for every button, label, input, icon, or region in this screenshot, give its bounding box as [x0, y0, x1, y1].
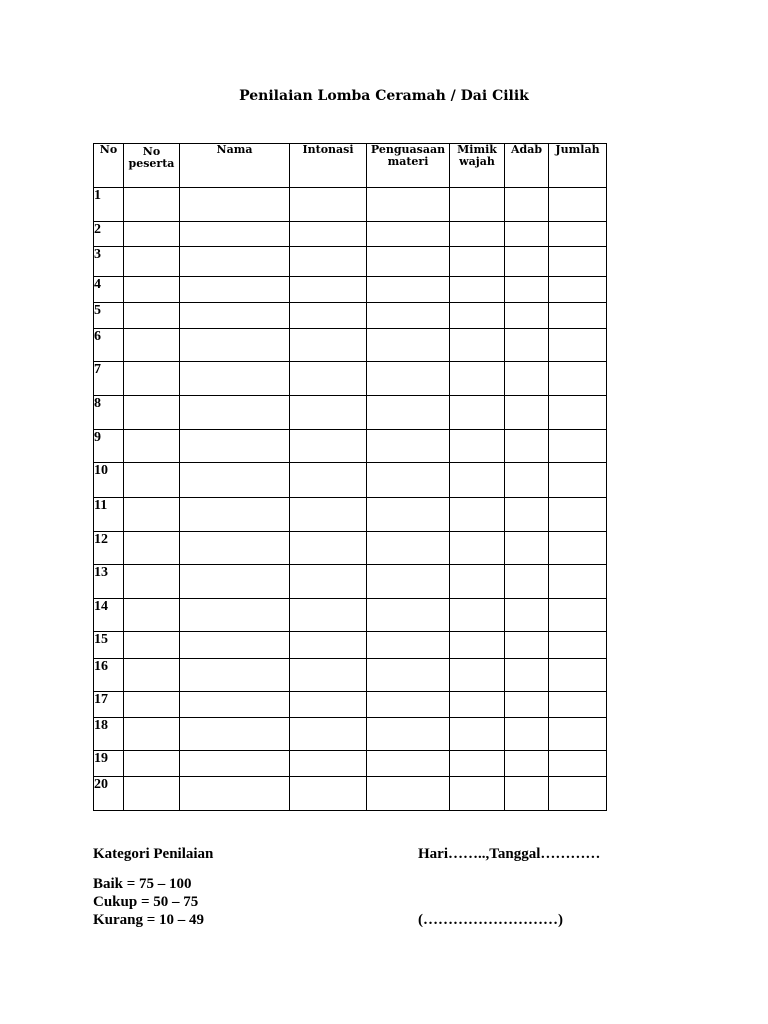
table-row [94, 599, 607, 632]
empty-cell[interactable] [180, 632, 290, 659]
empty-cell[interactable] [290, 751, 367, 777]
table-row [94, 188, 607, 222]
empty-cell[interactable] [367, 532, 450, 565]
empty-cell[interactable] [290, 463, 367, 498]
empty-cell[interactable] [450, 396, 505, 430]
empty-cell[interactable] [290, 247, 367, 277]
empty-cell[interactable] [124, 777, 180, 811]
empty-cell[interactable] [124, 222, 180, 247]
empty-cell[interactable] [367, 430, 450, 463]
empty-cell[interactable] [124, 463, 180, 498]
empty-cell[interactable] [505, 599, 549, 632]
empty-cell[interactable] [180, 277, 290, 303]
kategori-baik: Baik = 75 – 100 [93, 876, 192, 892]
table-header-row [94, 144, 607, 188]
empty-cell[interactable] [450, 362, 505, 396]
empty-cell[interactable] [180, 463, 290, 498]
empty-cell[interactable] [450, 303, 505, 329]
empty-cell[interactable] [367, 659, 450, 692]
empty-cell[interactable] [505, 692, 549, 718]
table-row [94, 751, 607, 777]
empty-cell[interactable] [124, 659, 180, 692]
row-number: 9 [94, 430, 124, 463]
empty-cell[interactable] [505, 463, 549, 498]
empty-cell[interactable] [367, 277, 450, 303]
empty-cell[interactable] [124, 430, 180, 463]
empty-cell[interactable] [505, 362, 549, 396]
empty-cell[interactable] [505, 247, 549, 277]
empty-cell[interactable] [450, 277, 505, 303]
empty-cell[interactable] [505, 188, 549, 222]
table-body [94, 188, 607, 811]
empty-cell[interactable] [549, 247, 607, 277]
empty-cell[interactable] [549, 463, 607, 498]
table-row [94, 659, 607, 692]
row-number: 18 [94, 718, 124, 751]
table-row [94, 532, 607, 565]
empty-cell[interactable] [124, 329, 180, 362]
empty-cell[interactable] [180, 692, 290, 718]
header-nama: Nama [180, 144, 290, 188]
row-number: 3 [94, 247, 124, 277]
page-title: Penilaian Lomba Ceramah / Dai Cilik [239, 88, 529, 104]
empty-cell[interactable] [450, 632, 505, 659]
empty-cell[interactable] [505, 718, 549, 751]
empty-cell[interactable] [549, 498, 607, 532]
empty-cell[interactable] [505, 277, 549, 303]
assessment-table [93, 143, 607, 811]
empty-cell[interactable] [180, 751, 290, 777]
empty-cell[interactable] [549, 396, 607, 430]
row-number: 16 [94, 659, 124, 692]
table-row [94, 692, 607, 718]
empty-cell[interactable] [124, 247, 180, 277]
empty-cell[interactable] [124, 751, 180, 777]
row-number: 10 [94, 463, 124, 498]
table-row [94, 247, 607, 277]
empty-cell[interactable] [450, 498, 505, 532]
empty-cell[interactable] [124, 532, 180, 565]
empty-cell[interactable] [180, 718, 290, 751]
empty-cell[interactable] [505, 222, 549, 247]
table-row [94, 777, 607, 811]
empty-cell[interactable] [450, 777, 505, 811]
signature-line: (………………………) [418, 912, 563, 928]
row-number: 1 [94, 188, 124, 222]
empty-cell[interactable] [450, 430, 505, 463]
empty-cell[interactable] [180, 777, 290, 811]
empty-cell[interactable] [505, 498, 549, 532]
empty-cell[interactable] [549, 659, 607, 692]
empty-cell[interactable] [367, 247, 450, 277]
empty-cell[interactable] [124, 303, 180, 329]
empty-cell[interactable] [505, 777, 549, 811]
header-intonasi: Intonasi [290, 144, 367, 188]
empty-cell[interactable] [367, 777, 450, 811]
empty-cell[interactable] [367, 222, 450, 247]
empty-cell[interactable] [367, 362, 450, 396]
empty-cell[interactable] [290, 632, 367, 659]
row-number: 5 [94, 303, 124, 329]
table-row [94, 362, 607, 396]
empty-cell[interactable] [180, 498, 290, 532]
empty-cell[interactable] [549, 430, 607, 463]
empty-cell[interactable] [290, 692, 367, 718]
hari-tanggal-line: Hari……..,Tanggal………… [418, 846, 601, 862]
empty-cell[interactable] [124, 277, 180, 303]
empty-cell[interactable] [450, 222, 505, 247]
table-row [94, 329, 607, 362]
empty-cell[interactable] [505, 303, 549, 329]
empty-cell[interactable] [124, 692, 180, 718]
empty-cell[interactable] [505, 430, 549, 463]
empty-cell[interactable] [450, 329, 505, 362]
empty-cell[interactable] [180, 188, 290, 222]
empty-cell[interactable] [290, 565, 367, 599]
empty-cell[interactable] [549, 777, 607, 811]
header-no-peserta: No peserta [124, 144, 180, 188]
empty-cell[interactable] [180, 430, 290, 463]
empty-cell[interactable] [367, 396, 450, 430]
header-jumlah: Jumlah [549, 144, 607, 188]
empty-cell[interactable] [290, 718, 367, 751]
kategori-kurang: Kurang = 10 – 49 [93, 912, 205, 928]
empty-cell[interactable] [290, 498, 367, 532]
empty-cell[interactable] [290, 329, 367, 362]
row-number: 15 [94, 632, 124, 659]
empty-cell[interactable] [549, 692, 607, 718]
empty-cell[interactable] [450, 565, 505, 599]
empty-cell[interactable] [290, 277, 367, 303]
table-row [94, 396, 607, 430]
empty-cell[interactable] [549, 718, 607, 751]
empty-cell[interactable] [290, 532, 367, 565]
empty-cell[interactable] [180, 565, 290, 599]
empty-cell[interactable] [367, 498, 450, 532]
empty-cell[interactable] [549, 277, 607, 303]
empty-cell[interactable] [549, 632, 607, 659]
empty-cell[interactable] [450, 751, 505, 777]
table-row [94, 430, 607, 463]
empty-cell[interactable] [367, 632, 450, 659]
empty-cell[interactable] [124, 396, 180, 430]
empty-cell[interactable] [180, 247, 290, 277]
empty-cell[interactable] [180, 222, 290, 247]
empty-cell[interactable] [549, 599, 607, 632]
empty-cell[interactable] [549, 222, 607, 247]
empty-cell[interactable] [367, 692, 450, 718]
empty-cell[interactable] [549, 329, 607, 362]
empty-cell[interactable] [290, 362, 367, 396]
empty-cell[interactable] [505, 659, 549, 692]
table-row [94, 303, 607, 329]
empty-cell[interactable] [180, 659, 290, 692]
empty-cell[interactable] [180, 362, 290, 396]
header-adab: Adab [505, 144, 549, 188]
row-number: 17 [94, 692, 124, 718]
kategori-cukup: Cukup = 50 – 75 [93, 894, 199, 910]
empty-cell[interactable] [549, 532, 607, 565]
table-row [94, 277, 607, 303]
table-row [94, 498, 607, 532]
empty-cell[interactable] [549, 362, 607, 396]
empty-cell[interactable] [367, 565, 450, 599]
empty-cell[interactable] [290, 222, 367, 247]
empty-cell[interactable] [180, 303, 290, 329]
empty-cell[interactable] [450, 463, 505, 498]
table-row [94, 565, 607, 599]
row-number: 8 [94, 396, 124, 430]
empty-cell[interactable] [549, 751, 607, 777]
empty-cell[interactable] [290, 659, 367, 692]
empty-cell[interactable] [290, 599, 367, 632]
empty-cell[interactable] [367, 751, 450, 777]
empty-cell[interactable] [450, 718, 505, 751]
row-number: 4 [94, 277, 124, 303]
empty-cell[interactable] [124, 718, 180, 751]
header-penguasaan-materi: Penguasaan materi [367, 144, 450, 188]
empty-cell[interactable] [450, 532, 505, 565]
empty-cell[interactable] [124, 362, 180, 396]
row-number: 12 [94, 532, 124, 565]
empty-cell[interactable] [450, 692, 505, 718]
empty-cell[interactable] [290, 188, 367, 222]
empty-cell[interactable] [450, 659, 505, 692]
row-number: 7 [94, 362, 124, 396]
empty-cell[interactable] [505, 396, 549, 430]
empty-cell[interactable] [290, 430, 367, 463]
empty-cell[interactable] [450, 247, 505, 277]
empty-cell[interactable] [367, 463, 450, 498]
row-number: 20 [94, 777, 124, 811]
empty-cell[interactable] [505, 565, 549, 599]
empty-cell[interactable] [549, 188, 607, 222]
empty-cell[interactable] [180, 599, 290, 632]
empty-cell[interactable] [180, 329, 290, 362]
empty-cell[interactable] [290, 396, 367, 430]
table-row [94, 632, 607, 659]
table-row [94, 718, 607, 751]
empty-cell[interactable] [505, 632, 549, 659]
empty-cell[interactable] [180, 396, 290, 430]
kategori-label: Kategori Penilaian [93, 846, 214, 862]
empty-cell[interactable] [367, 188, 450, 222]
table-row [94, 222, 607, 247]
empty-cell[interactable] [505, 532, 549, 565]
empty-cell[interactable] [124, 599, 180, 632]
empty-cell[interactable] [450, 599, 505, 632]
empty-cell[interactable] [367, 303, 450, 329]
header-no: No [94, 144, 124, 188]
header-mimik-wajah: Mimik wajah [450, 144, 505, 188]
empty-cell[interactable] [124, 565, 180, 599]
empty-cell[interactable] [549, 565, 607, 599]
empty-cell[interactable] [290, 777, 367, 811]
empty-cell[interactable] [124, 188, 180, 222]
row-number: 14 [94, 599, 124, 632]
empty-cell[interactable] [124, 498, 180, 532]
empty-cell[interactable] [367, 329, 450, 362]
empty-cell[interactable] [367, 718, 450, 751]
empty-cell[interactable] [505, 751, 549, 777]
empty-cell[interactable] [450, 188, 505, 222]
row-number: 11 [94, 498, 124, 532]
empty-cell[interactable] [505, 329, 549, 362]
row-number: 19 [94, 751, 124, 777]
empty-cell[interactable] [180, 532, 290, 565]
empty-cell[interactable] [367, 599, 450, 632]
empty-cell[interactable] [290, 303, 367, 329]
empty-cell[interactable] [549, 303, 607, 329]
empty-cell[interactable] [124, 632, 180, 659]
row-number: 2 [94, 222, 124, 247]
table-row [94, 463, 607, 498]
row-number: 13 [94, 565, 124, 599]
row-number: 6 [94, 329, 124, 362]
